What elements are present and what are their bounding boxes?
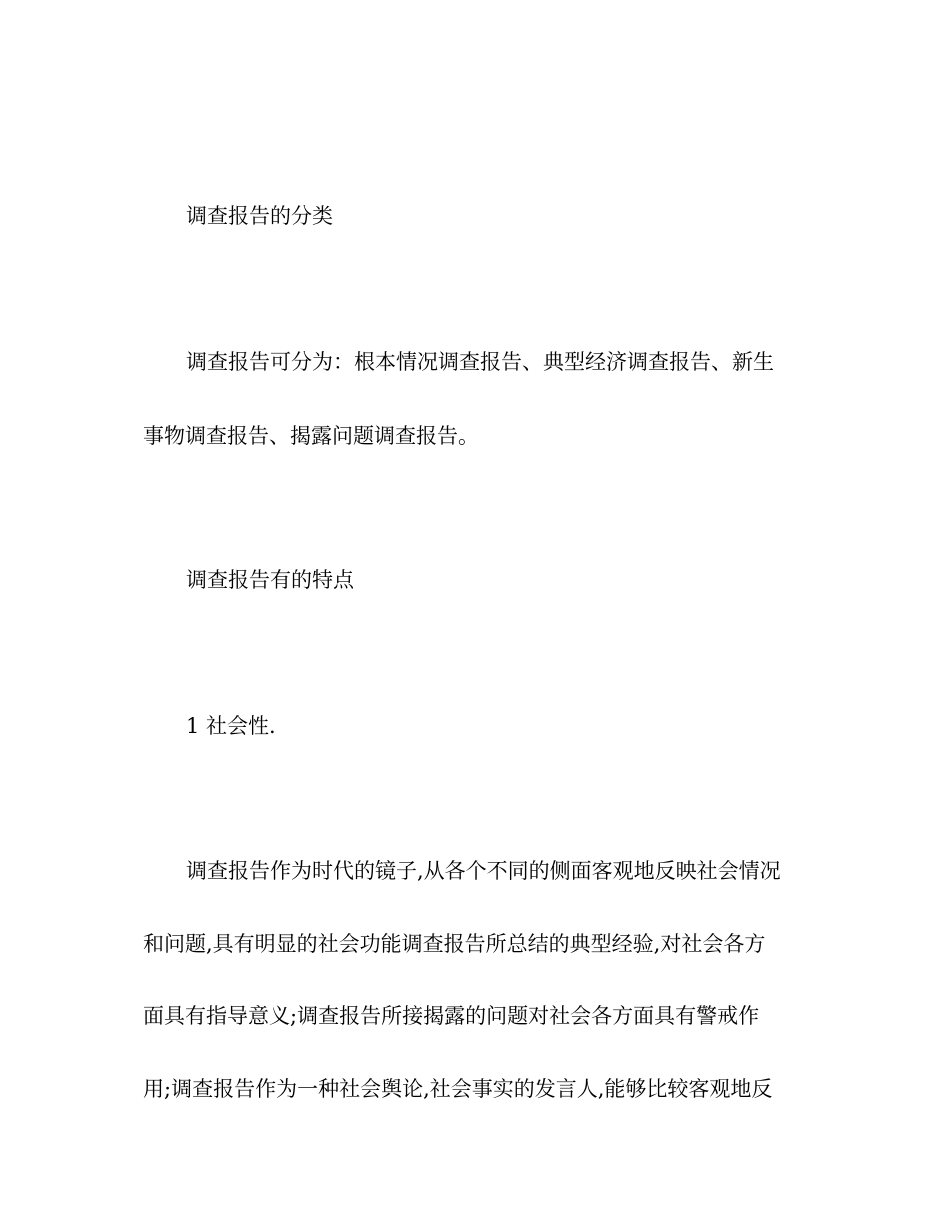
section-heading-features: 调查报告有的特点: [186, 568, 354, 592]
paragraph-line: 事物调查报告、揭露问题调查报告。: [143, 424, 479, 448]
paragraph-line: 用;调查报告作为一种社会舆论,社会事实的发言人,能够比较客观地反: [143, 1077, 773, 1101]
section-heading-classification: 调查报告的分类: [186, 204, 333, 228]
paragraph-line: 面具有指导意义;调查报告所接揭露的问题对社会各方面具有警戒作: [143, 1004, 760, 1028]
paragraph-line: 调查报告可分为：根本情况调查报告、典型经济调查报告、新生: [186, 350, 774, 374]
paragraph-line: 和问题,具有明显的社会功能调查报告所总结的典型经验,对社会各方: [143, 932, 766, 956]
paragraph-line: 调查报告作为时代的镜子,从各个不同的侧面客观地反映社会情况: [186, 859, 781, 883]
list-item-heading: 1 社会性.: [186, 714, 276, 738]
